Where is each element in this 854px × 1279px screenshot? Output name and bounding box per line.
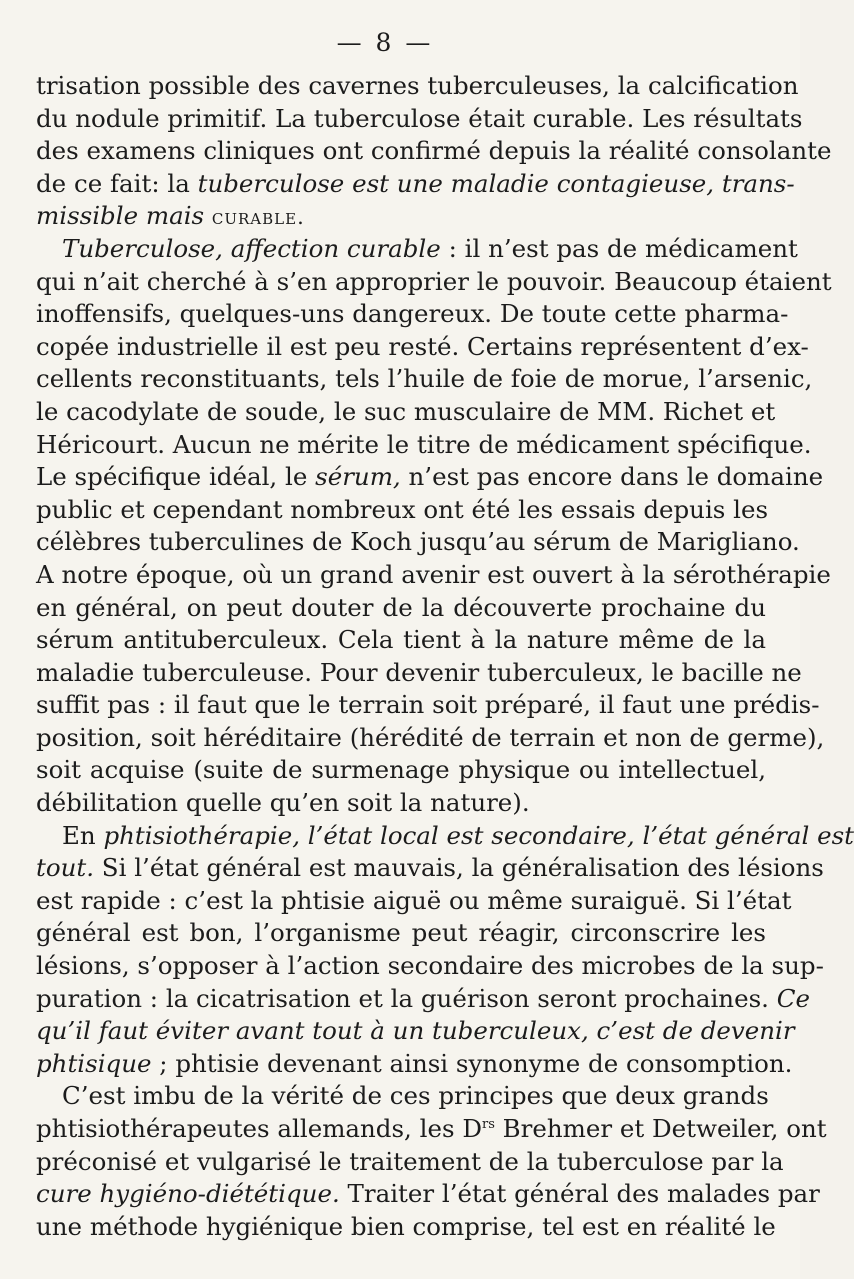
text-segment: inoffensifs, quelques-uns dangereux. De toute cette pharma- (36, 299, 789, 329)
text-segment: général est bon, l’organisme peut réagir, circonscrire les (36, 918, 766, 948)
text-line (36, 168, 795, 201)
text-line (36, 1048, 793, 1081)
text-segment: sérum antituberculeux. Cela tient à la nature même de la (36, 625, 766, 655)
text-line (36, 461, 824, 494)
page-number: — 8 — (336, 28, 434, 57)
text-line (36, 1015, 795, 1048)
text-segment: en général, on peut douter de la découverte prochaine du (36, 592, 766, 622)
text-line (36, 754, 766, 787)
text-line (36, 1113, 827, 1146)
text-segment: Si l’état général est mauvais, la généralisation des lésions (94, 853, 824, 883)
text-line (36, 331, 809, 364)
text-segment: public et cependant nombreux ont été les essais depuis les (36, 494, 769, 524)
text-line (36, 917, 766, 950)
text-segment: soit acquise (suite de surmenage physique ou intellectuel, (36, 755, 766, 785)
text-line (36, 820, 854, 853)
text-segment: missible mais (36, 201, 212, 231)
text-segment: phtisiothérapeutes allemands, les D (36, 1114, 482, 1143)
text-segment: ; phtisie devenant ainsi synonyme de consomption. (151, 1048, 793, 1078)
text-segment: débilitation quelle qu’en soit la nature). (36, 788, 530, 818)
text-segment: cellents reconstituants, tels l’huile de foie de morue, l’arsenic, (36, 364, 813, 394)
text-segment: lésions, s’opposer à l’action secondaire des microbes de la sup- (36, 951, 824, 981)
text-segment: tuberculose est une maladie contagieuse, trans- (197, 168, 795, 198)
text-segment: A notre époque, où un grand avenir est ouvert à la sérothérapie (36, 559, 831, 589)
text-segment: du nodule primitif. La tuberculose était curable. Les résultats (36, 103, 803, 133)
text-segment: Tuberculose, affection curable (62, 233, 441, 263)
text-line (36, 885, 792, 918)
text-line (36, 657, 802, 690)
text-line (36, 396, 776, 429)
text-line (36, 103, 803, 136)
text-segment: rs (481, 1116, 495, 1132)
text-segment: n’est pas encore dans le domaine (400, 462, 824, 492)
text-segment: trisation possible des cavernes tuberculeuses, la calcification (36, 71, 799, 100)
text-segment: Héricourt. Aucun ne mérite le titre de médicament spécifique. (36, 429, 812, 459)
text-line (36, 429, 812, 462)
text-line (36, 1080, 769, 1113)
text-line (36, 135, 832, 168)
text-segment: phtisiothérapie, l’état local est secondaire, l’état général est (103, 820, 854, 850)
text-line (36, 233, 798, 266)
text-segment: tout. (36, 853, 95, 883)
text-line (36, 494, 769, 527)
text-line (36, 689, 820, 722)
text-segment: : il n’est pas de médicament (440, 233, 798, 263)
text-segment: maladie tuberculeuse. Pour devenir tuberculeux, le bacille ne (36, 657, 802, 687)
text-segment: Le spécifique idéal, le (36, 462, 316, 492)
text-line (36, 70, 799, 103)
text-segment: cure hygiéno-diététique. (36, 1179, 340, 1209)
text-segment: des examens cliniques ont confirmé depuis la réalité consolante (36, 136, 832, 166)
text-segment: copée industrielle il est peu resté. Certains représentent d’ex- (36, 331, 809, 361)
text-line (36, 200, 766, 233)
text-segment: qui n’ait cherché à s’en approprier le pouvoir. Beaucoup étaient (36, 266, 832, 296)
body-text (36, 70, 854, 1243)
text-line (36, 298, 789, 331)
text-segment: sérum, (315, 462, 401, 492)
text-segment: préconisé et vulgarisé le traitement de la tuberculose par la (36, 1146, 784, 1176)
text-segment: puration : la cicatrisation et la guérison seront prochaines. (36, 983, 777, 1013)
text-segment: C’est imbu de la vérité de ces principes que deux grands (62, 1081, 769, 1111)
text-line (36, 559, 831, 592)
text-segment: est rapide : c’est la phtisie aiguë ou même suraiguë. Si l’état (36, 885, 792, 915)
text-line (36, 722, 825, 755)
text-segment: curable. (211, 205, 305, 230)
text-line (36, 787, 766, 820)
text-segment: une méthode hygiénique bien comprise, tel est en réalité le (36, 1211, 776, 1241)
text-line (36, 526, 800, 559)
text-line (36, 624, 766, 657)
text-segment: le cacodylate de soude, le suc musculaire de MM. Richet et (36, 396, 776, 426)
text-segment: phtisique (36, 1048, 152, 1078)
text-line (36, 363, 813, 396)
text-segment: qu’il faut éviter avant tout à un tuberculeux, c’est de devenir (36, 1016, 795, 1046)
text-segment: En (62, 820, 104, 850)
text-line (36, 1146, 784, 1179)
text-line (36, 1178, 820, 1211)
text-line (36, 852, 824, 885)
text-line (36, 592, 766, 625)
text-segment: de ce fait: la (36, 168, 198, 198)
text-line (36, 983, 810, 1016)
text-segment: Ce (776, 983, 810, 1013)
text-segment: position, soit héréditaire (hérédité de terrain et non de germe), (36, 722, 825, 752)
text-line (36, 950, 824, 983)
text-line (36, 1211, 776, 1244)
text-segment: Traiter l’état général des malades par (339, 1179, 820, 1209)
text-segment: célèbres tuberculines de Koch jusqu’au sérum de Marigliano. (36, 527, 800, 557)
text-line (36, 266, 832, 299)
text-segment: Brehmer et Detweiler, ont (494, 1114, 827, 1143)
text-segment: suffit pas : il faut que le terrain soit préparé, il faut une prédis- (36, 690, 820, 720)
